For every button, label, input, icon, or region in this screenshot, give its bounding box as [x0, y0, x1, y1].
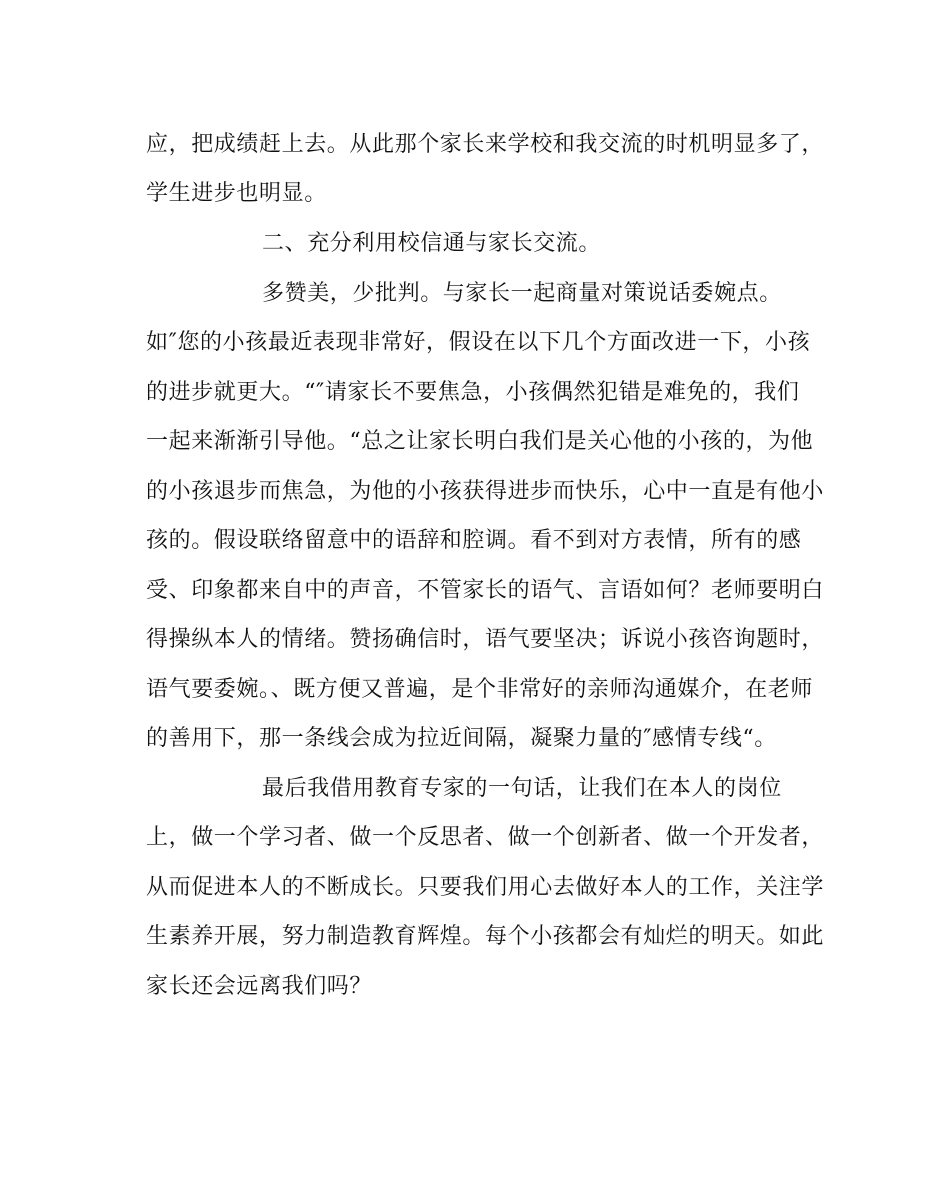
text-line: 多赞美，少批判。与家长一起商量对策说话委婉点。 — [262, 281, 782, 306]
text-line: 生素养开展，努力制造教育辉煌。每个小孩都会有灿烂的明天。如此 — [146, 924, 825, 949]
text-line: 从而促进本人的不断成长。只要我们用心去做好本人的工作，关注学 — [146, 875, 825, 900]
text-line: 如″您的小孩最近表现非常好，假设在以下几个方面改进一下，小孩 — [146, 330, 811, 355]
text-line: 家长还会远离我们吗？ — [146, 974, 373, 999]
section-heading: 二、充分利用校信通与家长交流。 — [262, 231, 602, 256]
text-line: 的善用下，那一条线会成为拉近间隔，凝聚力量的″感情专线“。 — [146, 726, 777, 751]
text-line: 得操纵本人的情绪。赞扬确信时，语气要坚决；诉说小孩咨询题时， — [146, 627, 825, 652]
text-line: 最后我借用教育专家的一句话，让我们在本人的岗位 — [262, 776, 782, 801]
text-line: 语气要委婉。、既方便又普遍，是个非常好的亲师沟通媒介，在老师 — [146, 677, 814, 702]
text-line: 受、印象都来自中的声音，不管家长的语气、言语如何？老师要明白 — [146, 578, 825, 603]
text-line: 的进步就更大。“″请家长不要焦急，小孩偶然犯错是难免的，我们 — [146, 380, 800, 405]
text-line: 的小孩退步而焦急，为他的小孩获得进步而快乐，心中一直是有他小 — [146, 479, 825, 504]
text-line: 上，做一个学习者、做一个反思者、做一个创新者、做一个开发者， — [146, 825, 825, 850]
text-line: 一起来渐渐引导他。“总之让家长明白我们是关心他的小孩的，为他 — [146, 429, 814, 454]
text-line: 学生进步也明显。 — [146, 181, 327, 206]
text-line: 应，把成绩赶上去。从此那个家长来学校和我交流的时机明显多了， — [146, 132, 825, 157]
text-line: 孩的。假设联络留意中的语辞和腔调。看不到对方表情，所有的感 — [146, 528, 802, 553]
